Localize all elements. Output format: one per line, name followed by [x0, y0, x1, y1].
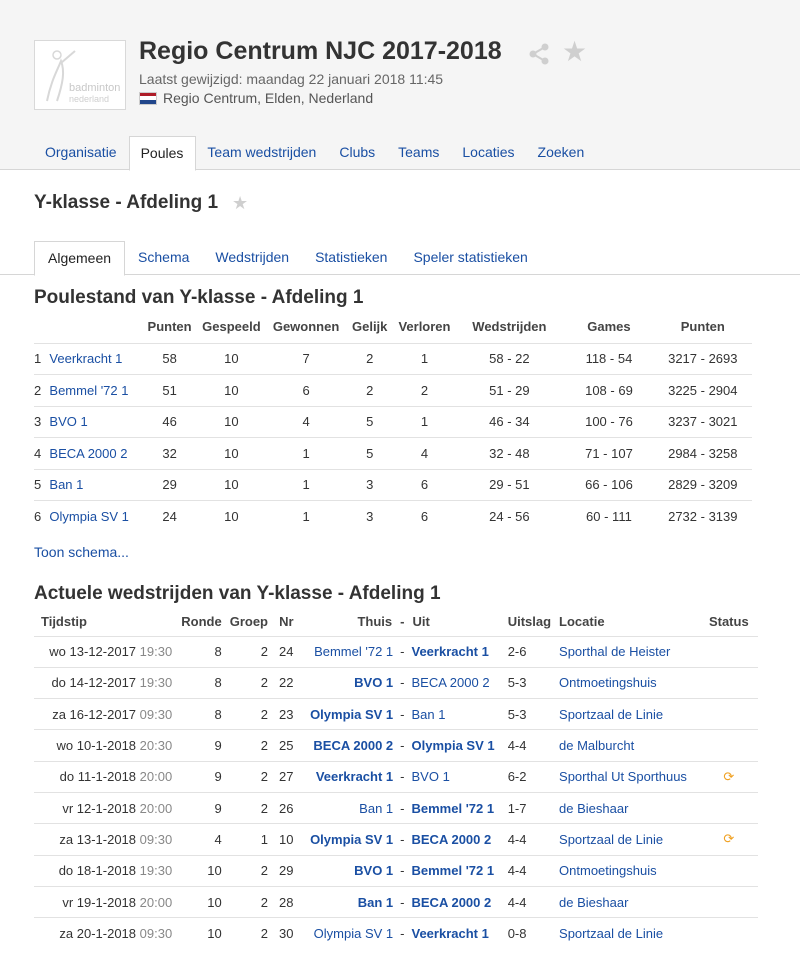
- match-groep: 2: [226, 761, 272, 792]
- standings-team-cell: [49, 406, 143, 438]
- match-date: za 13-1-2018: [59, 831, 137, 847]
- match-time: 09:30: [139, 926, 173, 942]
- standings-verloren: 6: [394, 469, 454, 501]
- match-away-team-link[interactable]: BECA 2000 2: [411, 675, 490, 691]
- match-uitslag[interactable]: 0-8: [504, 918, 555, 949]
- match-locatie-cell: [555, 824, 700, 855]
- standings-gespeeld: 10: [196, 343, 268, 375]
- standings-gewonnen: 1: [267, 438, 345, 470]
- match-locatie-link[interactable]: de Bieshaar: [559, 894, 629, 910]
- match-date: vr 12-1-2018: [62, 800, 137, 816]
- match-time: 09:30: [139, 831, 173, 847]
- match-status: [700, 761, 758, 792]
- standings-gespeeld: 10: [196, 406, 268, 438]
- match-nr: 23: [272, 699, 298, 730]
- standings-team-link[interactable]: Ban 1: [49, 477, 84, 493]
- match-away-team-link[interactable]: Veerkracht 1: [411, 644, 489, 660]
- match-groep: 2: [226, 699, 272, 730]
- standings-punten2: 2829 - 3209: [654, 469, 752, 501]
- match-date: do 11-1-2018: [59, 769, 137, 785]
- standings-punten: 24: [144, 501, 196, 533]
- match-datetime: [34, 730, 174, 761]
- standings-punten2: 2984 - 3258: [654, 438, 752, 470]
- standings-punten: 29: [144, 469, 196, 501]
- subtab-statistieken[interactable]: Statistieken: [315, 249, 388, 265]
- match-status: [700, 636, 758, 667]
- match-locatie-cell: [555, 761, 700, 792]
- match-locatie-cell: [555, 918, 700, 949]
- match-away-cell: [409, 699, 504, 730]
- match-groep: 2: [226, 918, 272, 949]
- standings-games: 60 - 111: [564, 501, 653, 533]
- standings-gespeeld: 10: [196, 469, 268, 501]
- col-dash: -: [400, 613, 405, 629]
- match-home-cell: [298, 918, 397, 949]
- standings-wedstrijden: 24 - 56: [454, 501, 564, 533]
- match-dash: -: [396, 886, 408, 917]
- col-gewonnen: Gewonnen: [272, 318, 340, 334]
- match-dash: -: [396, 699, 408, 730]
- match-groep: 2: [226, 636, 272, 667]
- col-uit: Uit: [412, 613, 430, 629]
- match-locatie-cell: [555, 886, 700, 917]
- match-groep: 1: [226, 824, 272, 855]
- last-modified: Laatst gewijzigd: maandag 22 januari 2018 11:45: [139, 71, 444, 87]
- match-dash: -: [396, 730, 408, 761]
- standings-team-link[interactable]: Olympia SV 1: [49, 509, 129, 524]
- match-datetime: [34, 667, 174, 698]
- match-ronde: 9: [174, 761, 226, 792]
- tab-team-wedstrijden[interactable]: Team wedstrijden: [207, 144, 317, 160]
- match-date: za 16-12-2017: [52, 706, 137, 722]
- standings-gewonnen: 6: [267, 375, 345, 407]
- match-date: wo 13-12-2017: [49, 644, 137, 660]
- standings-punten2: 3225 - 2904: [654, 375, 752, 407]
- match-row: [34, 918, 758, 949]
- match-uitslag[interactable]: 5-3: [504, 667, 555, 698]
- standings-punten: 58: [144, 343, 196, 375]
- standings-team-cell: [49, 438, 143, 470]
- standings-verloren: 6: [394, 501, 454, 533]
- match-status: [700, 792, 758, 823]
- badminton-nederland-logo[interactable]: [34, 40, 126, 110]
- match-uitslag[interactable]: 4-4: [504, 886, 555, 917]
- matches-title: Actuele wedstrijden van Y-klasse - Afdeling 1: [34, 583, 441, 604]
- subtab-algemeen[interactable]: Algemeen: [34, 241, 125, 276]
- match-home-cell: [298, 730, 397, 761]
- tournament-title: Regio Centrum NJC 2017-2018: [139, 37, 502, 65]
- match-groep: 2: [226, 855, 272, 886]
- match-row: [34, 699, 758, 730]
- match-ronde: 4: [174, 824, 226, 855]
- match-row: [34, 636, 758, 667]
- match-status: [700, 918, 758, 949]
- match-away-cell: [409, 918, 504, 949]
- match-home-team-link[interactable]: Bemmel '72 1: [314, 644, 394, 660]
- col-nr: Nr: [279, 613, 294, 629]
- match-uitslag[interactable]: 4-4: [504, 730, 555, 761]
- standings-title: Poulestand van Y-klasse - Afdeling 1: [34, 287, 364, 308]
- match-away-cell: [409, 761, 504, 792]
- match-ronde: 10: [174, 886, 226, 917]
- col-games: Games: [587, 318, 631, 334]
- col-verloren: Verloren: [398, 318, 451, 334]
- match-ronde: 10: [174, 918, 226, 949]
- toon-schema-link[interactable]: Toon schema...: [34, 544, 129, 560]
- col-uitslag: Uitslag: [507, 613, 552, 629]
- match-away-cell: [409, 667, 504, 698]
- match-dash: -: [396, 824, 408, 855]
- match-status: [700, 824, 758, 855]
- match-time: 19:30: [139, 863, 173, 879]
- draw-title: Y-klasse - Afdeling 1: [34, 192, 219, 213]
- standings-punten2: 3237 - 3021: [654, 406, 752, 438]
- match-away-team-link[interactable]: Olympia SV 1: [411, 738, 495, 754]
- match-dash: -: [396, 636, 408, 667]
- tab-zoeken[interactable]: Zoeken: [537, 144, 585, 160]
- tab-clubs[interactable]: Clubs: [339, 144, 376, 160]
- standings-wedstrijden: 51 - 29: [454, 375, 564, 407]
- standings-gespeeld: 10: [196, 375, 268, 407]
- match-away-cell: [409, 730, 504, 761]
- col-gespeeld: Gespeeld: [202, 318, 261, 334]
- match-home-team-link[interactable]: BVO 1: [354, 863, 394, 879]
- match-uitslag[interactable]: 1-7: [504, 792, 555, 823]
- match-locatie-cell: [555, 792, 700, 823]
- standings-punten: 46: [144, 406, 196, 438]
- tournament-location: [139, 90, 373, 106]
- col-wedstrijden: Wedstrijden: [472, 318, 547, 334]
- standings-gelijk: 3: [345, 469, 395, 501]
- standings-punten: 51: [144, 375, 196, 407]
- match-home-cell: [298, 636, 397, 667]
- standings-position: 5: [34, 469, 49, 501]
- match-row: [34, 730, 758, 761]
- match-time: 19:30: [139, 675, 173, 691]
- match-status: [700, 667, 758, 698]
- match-datetime: [34, 761, 174, 792]
- match-time: 19:30: [139, 644, 173, 660]
- col-tijdstip: Tijdstip: [41, 613, 87, 629]
- standings-position: 4: [34, 438, 49, 470]
- match-status: [700, 699, 758, 730]
- standings-gespeeld: 10: [196, 501, 268, 533]
- match-away-team-link[interactable]: BECA 2000 2: [411, 894, 492, 910]
- match-home-team-link[interactable]: Ban 1: [357, 894, 394, 910]
- location-text: Regio Centrum, Elden, Nederland: [163, 90, 374, 106]
- standings-team-cell: [49, 375, 143, 407]
- standings-verloren: 4: [394, 438, 454, 470]
- standings-team-link[interactable]: Veerkracht 1: [49, 351, 123, 367]
- match-nr: 27: [272, 761, 298, 792]
- match-dash: -: [396, 792, 408, 823]
- match-datetime: [34, 886, 174, 917]
- match-row: [34, 886, 758, 917]
- match-uitslag[interactable]: 2-6: [504, 636, 555, 667]
- match-locatie-cell: [555, 699, 700, 730]
- match-groep: 2: [226, 886, 272, 917]
- match-home-cell: [298, 824, 397, 855]
- col-locatie: Locatie: [559, 613, 605, 629]
- sub-tabs: [34, 241, 541, 275]
- match-nr: 10: [272, 824, 298, 855]
- match-datetime: [34, 855, 174, 886]
- col-status: Status: [708, 613, 749, 629]
- tab-teams[interactable]: Teams: [398, 144, 440, 160]
- match-row: [34, 824, 758, 855]
- tab-poules[interactable]: Poules: [129, 136, 197, 171]
- match-time: 20:00: [139, 769, 173, 785]
- standings-team-link[interactable]: BVO 1: [49, 414, 88, 430]
- standings-games: 100 - 76: [564, 406, 653, 438]
- match-status: [700, 730, 758, 761]
- match-home-team-link[interactable]: Ban 1: [359, 800, 394, 816]
- standings-position: 3: [34, 406, 49, 438]
- standings-gespeeld: 10: [196, 438, 268, 470]
- match-ronde: 9: [174, 730, 226, 761]
- standings-gewonnen: 4: [267, 406, 345, 438]
- refresh-icon[interactable]: ⟳: [723, 831, 735, 847]
- match-away-cell: [409, 855, 504, 886]
- match-nr: 22: [272, 667, 298, 698]
- subtab-wedstrijden[interactable]: Wedstrijden: [215, 249, 290, 265]
- standings-wedstrijden: 29 - 51: [454, 469, 564, 501]
- match-date: za 20-1-2018: [59, 926, 137, 942]
- match-nr: 30: [272, 918, 298, 949]
- standings-gelijk: 2: [345, 343, 395, 375]
- match-away-team-link[interactable]: Veerkracht 1: [411, 926, 489, 942]
- share-icon[interactable]: [527, 42, 551, 66]
- standings-row: [34, 406, 752, 438]
- standings-row: [34, 438, 752, 470]
- match-locatie-link[interactable]: Sporthal de Heister: [559, 644, 671, 660]
- standings-punten: 32: [144, 438, 196, 470]
- tab-organisatie[interactable]: Organisatie: [45, 144, 117, 160]
- match-groep: 2: [226, 730, 272, 761]
- standings-position: 6: [34, 501, 49, 533]
- standings-games: 108 - 69: [564, 375, 653, 407]
- match-datetime: [34, 824, 174, 855]
- draw-favorite-star-icon[interactable]: ★: [232, 193, 249, 213]
- match-time: 20:30: [139, 738, 173, 754]
- standings-verloren: 2: [394, 375, 454, 407]
- standings-row: [34, 469, 752, 501]
- standings-wedstrijden: 32 - 48: [454, 438, 564, 470]
- match-away-team-link[interactable]: Ban 1: [411, 706, 446, 722]
- match-away-team-link[interactable]: Bemmel '72 1: [411, 863, 495, 879]
- match-away-cell: [409, 886, 504, 917]
- match-nr: 25: [272, 730, 298, 761]
- standings-team-cell: [49, 343, 143, 375]
- standings-wedstrijden: 46 - 34: [454, 406, 564, 438]
- match-dash: -: [396, 667, 408, 698]
- match-uitslag[interactable]: 6-2: [504, 761, 555, 792]
- site-header: [0, 0, 800, 170]
- match-row: [34, 761, 758, 792]
- match-locatie-link[interactable]: Sporthal Ut Sporthuus: [559, 769, 687, 785]
- match-locatie-cell: [555, 855, 700, 886]
- standings-position: 1: [34, 343, 49, 375]
- match-date: vr 19-1-2018: [62, 894, 137, 910]
- col-punten: Punten: [147, 318, 192, 334]
- standings-punten2: 3217 - 2693: [654, 343, 752, 375]
- match-home-team-link[interactable]: BECA 2000 2: [313, 738, 394, 754]
- match-nr: 24: [272, 636, 298, 667]
- standings-position: 2: [34, 375, 49, 407]
- match-away-team-link[interactable]: BVO 1: [411, 769, 450, 785]
- match-home-team-link[interactable]: Olympia SV 1: [313, 926, 394, 942]
- standings-games: 66 - 106: [564, 469, 653, 501]
- logo-text-1: badminton: [69, 82, 121, 94]
- standings-row: [34, 375, 752, 407]
- match-status: [700, 855, 758, 886]
- match-datetime: [34, 918, 174, 949]
- match-home-team-link[interactable]: Veerkracht 1: [315, 769, 394, 785]
- standings-gelijk: 5: [345, 406, 395, 438]
- match-locatie-link[interactable]: Ontmoetingshuis: [559, 863, 657, 879]
- match-status: [700, 886, 758, 917]
- match-groep: 2: [226, 792, 272, 823]
- matches-table: [34, 607, 758, 949]
- standings-games: 71 - 107: [564, 438, 653, 470]
- match-ronde: 8: [174, 667, 226, 698]
- match-uitslag[interactable]: 5-3: [504, 699, 555, 730]
- standings-verloren: 1: [394, 406, 454, 438]
- match-ronde: 9: [174, 792, 226, 823]
- match-row: [34, 667, 758, 698]
- match-home-team-link[interactable]: Olympia SV 1: [310, 706, 394, 722]
- match-away-cell: [409, 792, 504, 823]
- match-away-team-link[interactable]: BECA 2000 2: [411, 831, 492, 847]
- standings-gelijk: 3: [345, 501, 395, 533]
- tab-locaties[interactable]: Locaties: [462, 144, 515, 160]
- subtab-schema[interactable]: Schema: [138, 249, 190, 265]
- match-dash: -: [396, 761, 408, 792]
- standings-gelijk: 2: [345, 375, 395, 407]
- match-locatie-link[interactable]: Sportzaal de Linie: [559, 706, 664, 722]
- match-dash: -: [396, 855, 408, 886]
- match-row: [34, 855, 758, 886]
- match-groep: 2: [226, 667, 272, 698]
- match-date: do 18-1-2018: [58, 863, 137, 879]
- match-nr: 29: [272, 855, 298, 886]
- match-time: 20:00: [139, 800, 173, 816]
- match-datetime: [34, 792, 174, 823]
- standings-team-cell: [49, 501, 143, 533]
- col-punten-totaal: Punten: [680, 318, 725, 334]
- standings-verloren: 1: [394, 343, 454, 375]
- standings-gewonnen: 7: [267, 343, 345, 375]
- match-home-cell: [298, 855, 397, 886]
- match-locatie-link[interactable]: Sportzaal de Linie: [559, 831, 664, 847]
- match-datetime: [34, 699, 174, 730]
- match-locatie-link[interactable]: Sportzaal de Linie: [559, 926, 664, 942]
- match-locatie-link[interactable]: Ontmoetingshuis: [559, 675, 657, 691]
- match-home-cell: [298, 761, 397, 792]
- subtab-speler-statistieken[interactable]: Speler statistieken: [413, 249, 528, 265]
- match-ronde: 8: [174, 636, 226, 667]
- match-home-cell: [298, 699, 397, 730]
- col-groep: Groep: [229, 613, 268, 629]
- match-locatie-cell: [555, 636, 700, 667]
- standings-table: [34, 310, 752, 532]
- match-time: 09:30: [139, 706, 173, 722]
- match-home-cell: [298, 667, 397, 698]
- match-dash: -: [396, 918, 408, 949]
- match-uitslag[interactable]: 4-4: [504, 824, 555, 855]
- match-locatie-link[interactable]: de Malburcht: [559, 738, 635, 754]
- match-locatie-cell: [555, 730, 700, 761]
- standings-punten2: 2732 - 3139: [654, 501, 752, 533]
- match-locatie-link[interactable]: de Bieshaar: [559, 800, 629, 816]
- match-home-cell: [298, 886, 397, 917]
- match-date: wo 10-1-2018: [56, 738, 137, 754]
- standings-games: 118 - 54: [564, 343, 653, 375]
- match-home-team-link[interactable]: Olympia SV 1: [310, 831, 394, 847]
- col-gelijk: Gelijk: [351, 318, 388, 334]
- match-nr: 28: [272, 886, 298, 917]
- match-uitslag[interactable]: 4-4: [504, 855, 555, 886]
- standings-team-cell: [49, 469, 143, 501]
- standings-wedstrijden: 58 - 22: [454, 343, 564, 375]
- standings-gewonnen: 1: [267, 469, 345, 501]
- match-datetime: [34, 636, 174, 667]
- standings-gelijk: 5: [345, 438, 395, 470]
- standings-row: [34, 501, 752, 533]
- favorite-star-icon[interactable]: ★: [562, 36, 588, 67]
- netherlands-flag-icon: [139, 92, 157, 105]
- standings-row: [34, 343, 752, 375]
- col-thuis: Thuis: [357, 613, 393, 629]
- match-locatie-cell: [555, 667, 700, 698]
- match-ronde: 8: [174, 699, 226, 730]
- match-away-cell: [409, 636, 504, 667]
- logo-text-2: nederland: [69, 94, 110, 104]
- match-time: 20:00: [139, 894, 173, 910]
- main-tabs: [34, 136, 596, 170]
- match-row: [34, 792, 758, 823]
- match-away-cell: [409, 824, 504, 855]
- match-away-team-link[interactable]: Bemmel '72 1: [411, 800, 495, 816]
- match-home-team-link[interactable]: BVO 1: [354, 675, 394, 691]
- col-ronde: Ronde: [181, 613, 222, 629]
- match-nr: 26: [272, 792, 298, 823]
- match-home-cell: [298, 792, 397, 823]
- refresh-icon[interactable]: ⟳: [723, 768, 735, 784]
- standings-team-link[interactable]: Bemmel '72 1: [49, 382, 129, 398]
- match-ronde: 10: [174, 855, 226, 886]
- match-date: do 14-12-2017: [51, 675, 137, 691]
- standings-team-link[interactable]: BECA 2000 2: [49, 445, 128, 461]
- standings-gewonnen: 1: [267, 501, 345, 533]
